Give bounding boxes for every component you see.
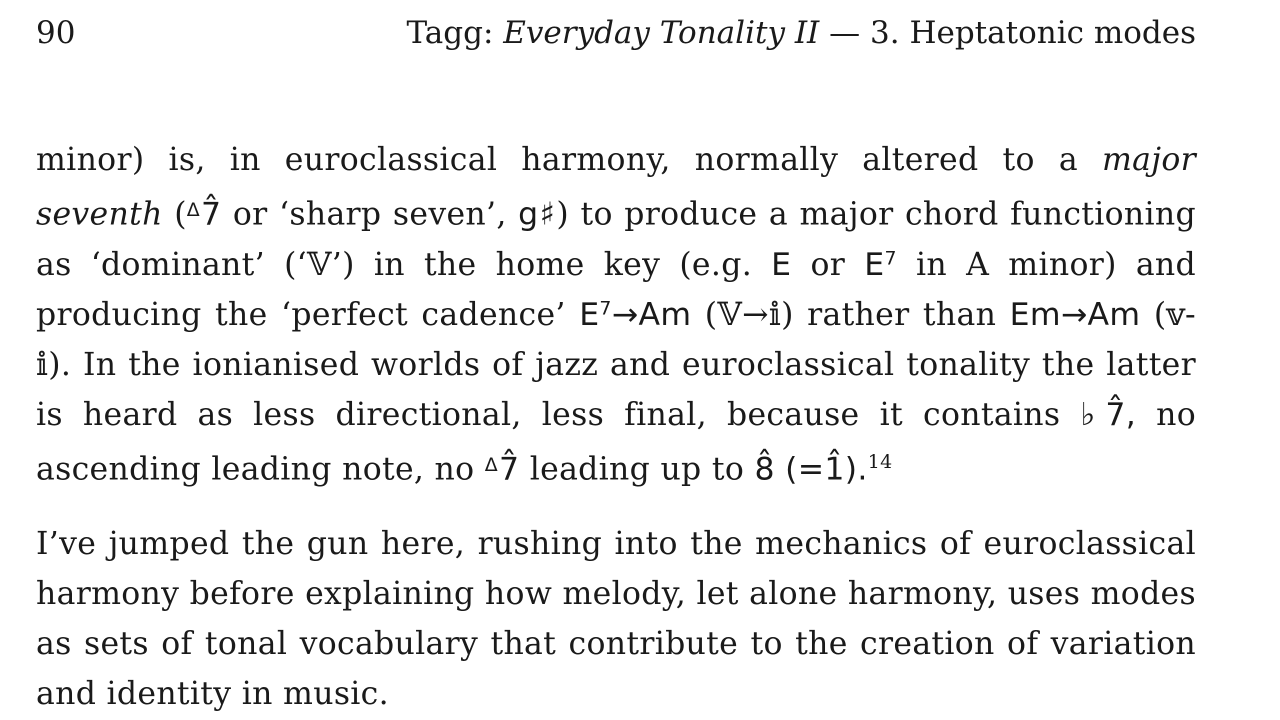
header-book-title: Everyday Tonality II	[503, 15, 820, 51]
para1-italic-term: major seventh	[36, 142, 1196, 233]
header-title	[407, 12, 1196, 54]
note-g-sharp: g♯	[518, 196, 557, 233]
scale-degree-7-2: 7̂	[499, 451, 520, 487]
para1-text-10: ’) in the home key (e.g.	[331, 246, 753, 283]
header-chapter: — 3. Heptatonic modes	[829, 15, 1196, 51]
chord-E7-sup: 7	[884, 247, 897, 270]
chord-E: E	[771, 246, 792, 283]
para1-text-8: ) to produce a major chord functioning as ‘dominant’ (‘	[36, 196, 1197, 283]
footnote-ref[interactable]: 14	[867, 450, 893, 473]
body-text	[36, 135, 1196, 719]
roman-numeral-V: 𝕍	[307, 246, 332, 283]
delta-symbol-2: Δ	[484, 453, 499, 476]
running-header	[36, 12, 1196, 54]
page-number: 90	[36, 15, 76, 51]
chord-E7-root-2: E	[579, 296, 600, 333]
chord-to-Am: →Am	[611, 296, 692, 333]
para1-text-23: no ascending leading note, no	[36, 396, 1196, 487]
chord-Em-Am: Em→Am	[1009, 296, 1141, 333]
flat-7-degree: ♭7̂,	[1080, 396, 1137, 433]
header-author: Tagg:	[406, 15, 494, 51]
para1-text-3: (	[174, 196, 187, 233]
paragraph-1	[36, 135, 1196, 494]
para1-text-12: or	[810, 246, 846, 283]
chord-E7-sup-2: 7	[599, 297, 612, 320]
para1-text-1: minor) is, in euroclassical harmony, normally altered to a	[36, 142, 1102, 178]
para1-text-19: (𝕍→𝕚) rather than	[704, 296, 997, 333]
delta-symbol: Δ	[186, 199, 201, 221]
para1-text-26: leading up to	[529, 451, 745, 487]
scale-degree-7: 7̂	[201, 196, 222, 233]
para1-text-6: or ‘sharp seven’,	[232, 196, 507, 233]
scale-degree-8-1: 8̂ (=1̂).	[754, 451, 868, 487]
para1-text-21: (𝕧-𝕚). In the ionianised worlds of jazz and euroclassical tonality the latter is heard as less directional, less final, because it contains	[36, 296, 1197, 433]
chord-E7-root: E	[864, 246, 885, 283]
paragraph-2: I’ve jumped the gun here, rushing into the mechanics of euroclassical harmony before explaining how melody, let alone harmony, uses modes as sets of tonal vocabulary that contribute to the creation of variation and identity in music.	[36, 526, 1196, 712]
para1-text-15: in A minor) and producing the ‘perfect cadence’	[36, 246, 1196, 333]
